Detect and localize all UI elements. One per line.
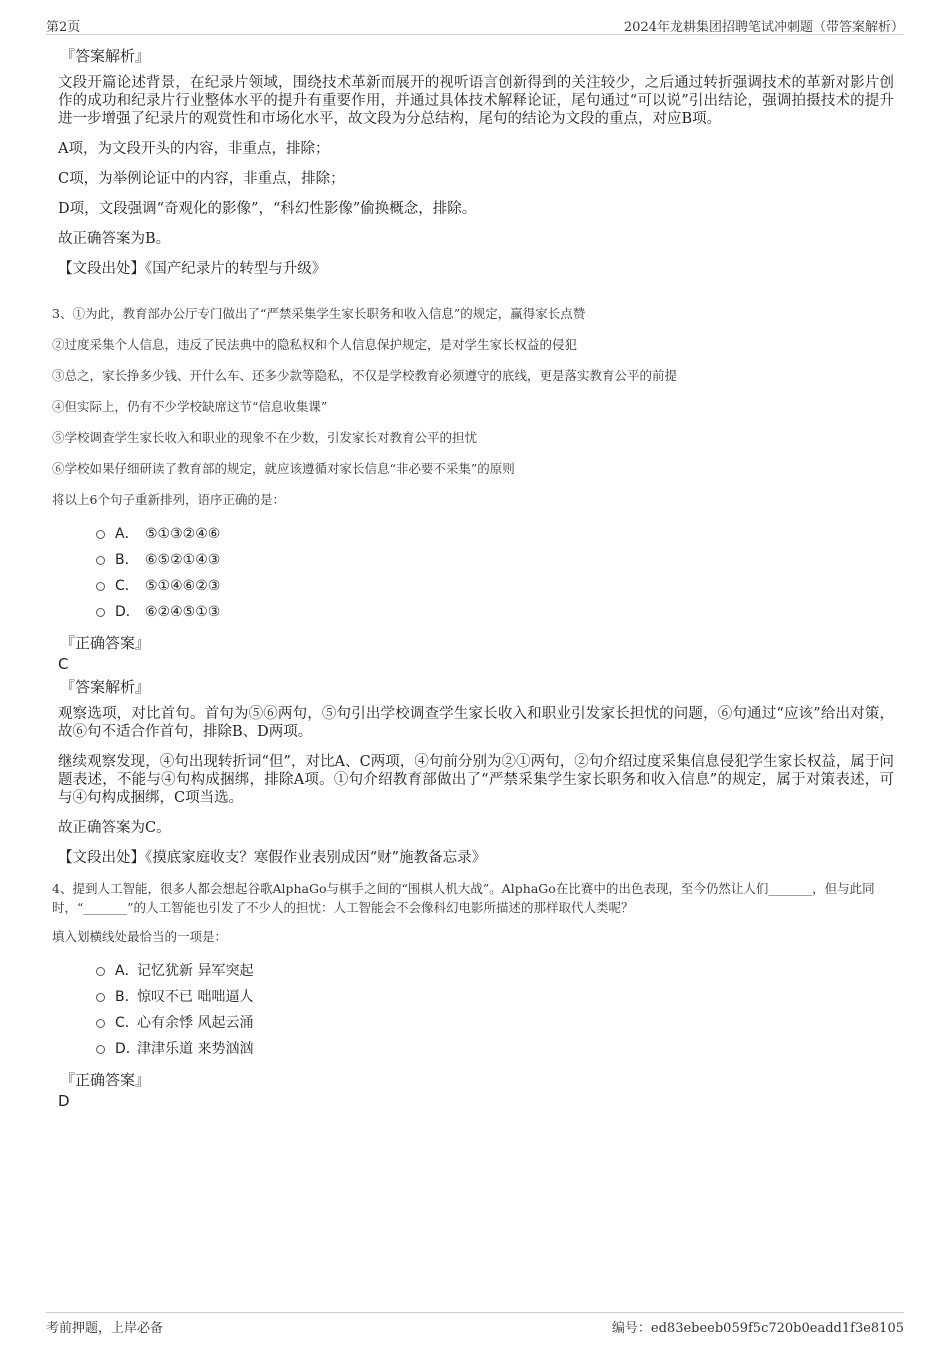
radio-icon[interactable] — [96, 1019, 105, 1028]
radio-icon[interactable] — [96, 556, 105, 565]
q3-source: 【文段出处】《摸底家庭收支？寒假作业表别成因“财”施教备忘录》 — [58, 850, 487, 866]
q4-option-b[interactable]: B． 惊叹不已 咄咄逼人 — [96, 984, 894, 1010]
q4-answer: D — [58, 1092, 70, 1110]
q3-sentence-5: ⑤学校调查学生家长收入和职业的现象不在少数，引发家长对教育公平的担忧 — [52, 430, 478, 445]
q3-analysis-p1: 观察选项，对比首句。首句为⑤⑥两句，⑤句引出学校调查学生家长收入和职业引发家长担忧的问题，⑥句通过“应该”给出对策，故⑥句不适合作首句，排除B、D两项。 — [58, 706, 894, 740]
q3-sentence-2: ②过度采集个人信息，违反了民法典中的隐私权和个人信息保护规定，是对学生家长权益的侵犯 — [52, 337, 578, 352]
q4-prompt: 填入划横线处最恰当的一项是： — [52, 929, 228, 944]
q4-option-d[interactable]: D． 津津乐道 来势汹汹 — [96, 1036, 894, 1062]
q2-analysis-conclusion: 故正确答案为B。 — [58, 231, 171, 247]
q3-option-b[interactable]: B． ⑥⑤②①④③ — [96, 547, 894, 573]
q3-sentence-1: 3、①为此，教育部办公厅专门做出了“严禁采集学生家长职务和收入信息”的规定，赢得家长点赞 — [52, 306, 586, 321]
q2-analysis-p1: 文段开篇论述背景，在纪录片领域，围绕技术革新而展开的视听语言创新得到的关注较少，之后通过转折强调技术的革新对影片创作的成功和纪录片行业整体水平的提升有重要作用，并通过具体技术解释论证，尾句通过“可以说”引出结论，强调拍摄技术的提升进一步增强了纪录片的观赏性和市场化水平，故文段为分总结构，尾句的结论为文段的重点，对应B项。 — [58, 75, 894, 127]
q3-options — [96, 521, 894, 625]
q2-analysis-p3: C项，为举例论证中的内容，非重点，排除； — [58, 171, 345, 187]
radio-icon[interactable] — [96, 582, 105, 591]
q2-analysis-p4: D项，文段强调“奇观化的影像”，“科幻性影像”偷换概念，排除。 — [58, 201, 477, 217]
q3-prompt: 将以上6个句子重新排列，语序正确的是： — [52, 492, 285, 507]
q3-sentence-4: ④但实际上，仍有不少学校缺席这节“信息收集课” — [52, 399, 328, 414]
document-code: 编号：ed83ebeeb059f5c720b0eadd1f3e8105 — [611, 1321, 904, 1336]
q4-option-c[interactable]: C． 心有余悸 风起云涌 — [96, 1010, 894, 1036]
q4-options — [96, 958, 894, 1062]
q4-option-a[interactable]: A． 记忆犹新 异军突起 — [96, 958, 894, 984]
radio-icon[interactable] — [96, 993, 105, 1002]
q3-answer: C — [58, 655, 69, 673]
q2-analysis-p2: A项，为文段开头的内容，非重点，排除； — [58, 141, 330, 157]
q3-option-a[interactable]: A． ⑤①③②④⑥ — [96, 521, 894, 547]
q3-option-c[interactable]: C． ⑤①④⑥②③ — [96, 573, 894, 599]
q4-stem: 4、提到人工智能，很多人都会想起谷歌AlphaGo与棋手之间的“围棋人机大战”。AlphaGo在比赛中的出色表现，至今仍然让人们_______，但与此同时，“_______”的人工智能也引发了不少人的担忧：人工智能会不会像科幻电影所描述的那样取代人类呢？ — [52, 881, 875, 915]
q3-analysis-label: 『答案解析』 — [60, 678, 151, 696]
page-footer — [46, 1312, 904, 1335]
q3-option-d[interactable]: D． ⑥②④⑤①③ — [96, 599, 894, 625]
q2-analysis-label: 『答案解析』 — [60, 47, 151, 65]
page-content — [52, 40, 894, 1114]
document-title: 2024年龙耕集团招聘笔试冲刺题（带答案解析） — [623, 20, 904, 35]
q4-answer-label: 『正确答案』 — [60, 1071, 151, 1089]
radio-icon[interactable] — [96, 967, 105, 976]
page-header — [46, 12, 904, 35]
q3-analysis-p2: 继续观察发现，④句出现转折词“但”，对比A、C两项，④句前分别为②①两句，②句介绍过度采集信息侵犯学生家长权益，属于问题表述，不能与④句构成捆绑，排除A项。①句介绍教育部做出了“严禁采集学生家长职务和收入信息”的规定，属于对策表述，可与④句构成捆绑，C项当选。 — [58, 754, 894, 806]
q3-sentence-3: ③总之，家长挣多少钱、开什么车、还多少款等隐私，不仅是学校教育必须遵守的底线，更是落实教育公平的前提 — [52, 368, 678, 383]
radio-icon[interactable] — [96, 530, 105, 539]
radio-icon[interactable] — [96, 608, 105, 617]
q2-source: 【文段出处】《国产纪录片的转型与升级》 — [58, 261, 327, 277]
page-number: 第2页 — [46, 20, 81, 35]
q3-sentence-6: ⑥学校如果仔细研读了教育部的规定，就应该遵循对家长信息“非必要不采集”的原则 — [52, 461, 515, 476]
q3-answer-label: 『正确答案』 — [60, 634, 151, 652]
q3-analysis-conclusion: 故正确答案为C。 — [58, 820, 171, 836]
footer-slogan: 考前押题，上岸必备 — [46, 1321, 164, 1336]
radio-icon[interactable] — [96, 1045, 105, 1054]
